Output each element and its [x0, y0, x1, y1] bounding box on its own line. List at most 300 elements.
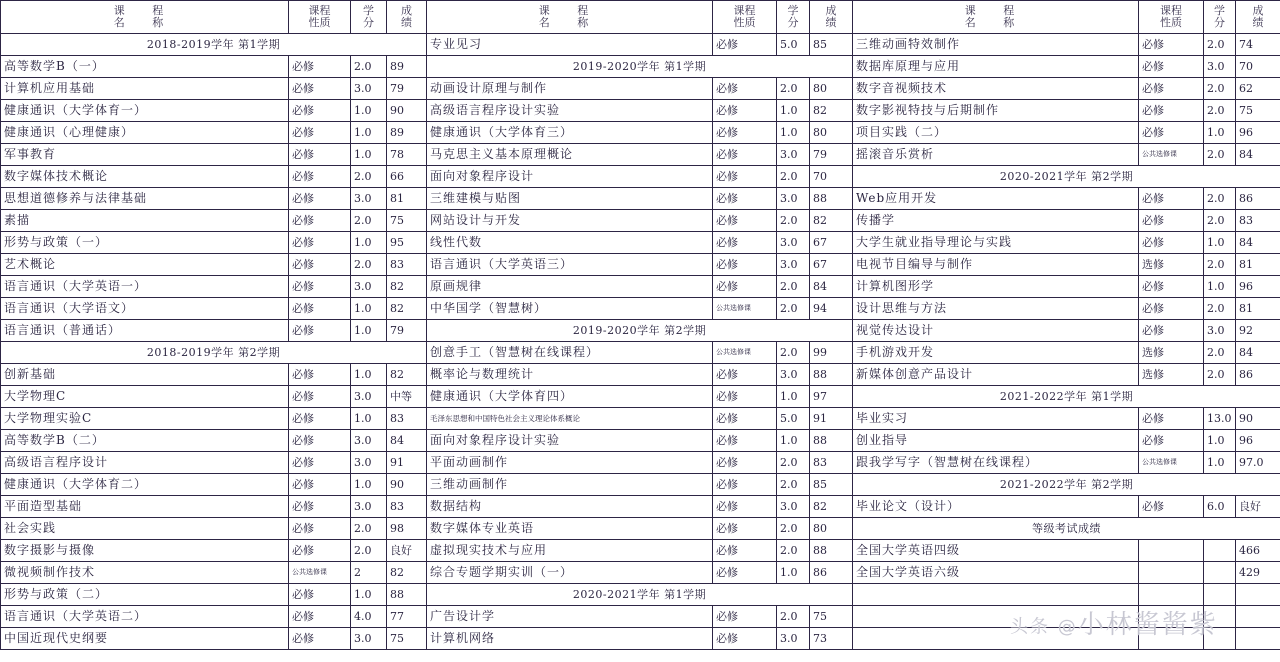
header-credit-line: 学	[1214, 4, 1225, 17]
course-credit: 3.0	[777, 232, 810, 254]
course-row	[1, 320, 427, 342]
course-nature: 必修	[289, 56, 351, 78]
empty-cell	[853, 628, 1139, 650]
course-nature: 必修	[289, 452, 351, 474]
course-row	[427, 210, 853, 232]
course-grade: 82	[387, 562, 427, 584]
course-grade: 91	[387, 452, 427, 474]
course-credit: 3.0	[351, 188, 387, 210]
course-row	[853, 496, 1280, 518]
course-row	[853, 34, 1280, 56]
course-name: 数字音视频技术	[853, 78, 1139, 100]
course-name: 语言通识（大学英语三）	[427, 254, 713, 276]
course-grade: 98	[387, 518, 427, 540]
course-nature: 必修	[713, 496, 777, 518]
course-grade: 82	[810, 100, 853, 122]
course-row	[853, 320, 1280, 342]
course-nature: 必修	[1139, 320, 1204, 342]
course-credit: 1.0	[351, 100, 387, 122]
course-credit: 3.0	[351, 430, 387, 452]
course-credit: 3.0	[351, 386, 387, 408]
course-credit: 2.0	[777, 606, 810, 628]
semester-label: 等级考试成绩	[853, 518, 1280, 540]
course-grade: 99	[810, 342, 853, 364]
course-nature: 必修	[289, 276, 351, 298]
course-row	[1, 562, 427, 584]
course-name: 广告设计学	[427, 606, 713, 628]
course-row	[1, 474, 427, 496]
course-credit: 1.0	[1204, 452, 1236, 474]
course-name: 全国大学英语六级	[853, 562, 1139, 584]
course-name: 语言通识（大学英语二）	[1, 606, 289, 628]
course-nature: 必修	[713, 122, 777, 144]
course-credit: 1.0	[1204, 276, 1236, 298]
course-name: 动画设计原理与制作	[427, 78, 713, 100]
course-credit: 2.0	[351, 254, 387, 276]
watermark-prefix: 头条 @	[1010, 616, 1078, 638]
header-grade-line: 成	[1252, 4, 1264, 17]
course-row	[853, 232, 1280, 254]
course-row	[1, 100, 427, 122]
course-grade: 83	[387, 408, 427, 430]
course-grade: 70	[810, 166, 853, 188]
course-row	[1, 584, 427, 606]
course-credit: 2.0	[1204, 364, 1236, 386]
course-row	[1, 232, 427, 254]
course-row	[1, 518, 427, 540]
course-nature: 必修	[289, 320, 351, 342]
course-nature: 必修	[713, 232, 777, 254]
header-course-name-line: 课 程	[964, 4, 1027, 17]
grade-table	[0, 0, 427, 650]
course-row	[1, 56, 427, 78]
course-nature: 必修	[289, 386, 351, 408]
course-name: 面向对象程序设计实验	[427, 430, 713, 452]
course-name: 数字影视特技与后期制作	[853, 100, 1139, 122]
course-nature: 必修	[713, 78, 777, 100]
course-credit: 2.0	[1204, 342, 1236, 364]
semester-header-row	[427, 584, 853, 606]
course-name: 语言通识（普通话）	[1, 320, 289, 342]
header-grade-line: 绩	[401, 16, 412, 29]
course-nature: 必修	[289, 606, 351, 628]
course-nature: 必修	[289, 408, 351, 430]
empty-cell	[1139, 606, 1204, 628]
header-credit	[1204, 1, 1236, 34]
course-row	[1, 298, 427, 320]
course-name: 形势与政策（二）	[1, 584, 289, 606]
course-name: 社会实践	[1, 518, 289, 540]
header-credit-line: 学	[363, 4, 374, 17]
course-nature	[1139, 540, 1204, 562]
course-credit: 1.0	[351, 364, 387, 386]
course-name: 全国大学英语四级	[853, 540, 1139, 562]
course-name: 创业指导	[853, 430, 1139, 452]
course-name: 数据库原理与应用	[853, 56, 1139, 78]
header-course-nature-line: 课程	[1160, 4, 1182, 17]
course-name: 语言通识（大学英语一）	[1, 276, 289, 298]
header-grade	[387, 1, 427, 34]
course-grade: 81	[1236, 298, 1280, 320]
header-course-name	[427, 1, 713, 34]
course-nature: 必修	[1139, 34, 1204, 56]
course-row	[427, 474, 853, 496]
course-nature: 必修	[713, 254, 777, 276]
semester-label: 2020-2021学年 第2学期	[853, 166, 1280, 188]
course-credit: 1.0	[1204, 232, 1236, 254]
course-nature: 必修	[1139, 122, 1204, 144]
course-credit: 5.0	[777, 34, 810, 56]
course-name: 跟我学写字（智慧树在线课程）	[853, 452, 1139, 474]
course-grade: 91	[810, 408, 853, 430]
semester-header-row	[853, 386, 1280, 408]
course-row	[853, 562, 1280, 584]
header-credit	[351, 1, 387, 34]
course-credit: 2.0	[351, 210, 387, 232]
course-credit: 2.0	[1204, 188, 1236, 210]
course-nature: 必修	[289, 188, 351, 210]
empty-cell	[1236, 628, 1280, 650]
course-grade: 84	[1236, 232, 1280, 254]
course-row	[427, 496, 853, 518]
course-nature: 必修	[713, 562, 777, 584]
course-row	[427, 540, 853, 562]
course-credit: 2.0	[777, 298, 810, 320]
course-credit: 2.0	[777, 540, 810, 562]
transcript-column-2	[426, 0, 852, 662]
course-name: 毕业论文（设计）	[853, 496, 1139, 518]
course-nature: 必修	[713, 628, 777, 650]
course-name: 思想道德修养与法律基础	[1, 188, 289, 210]
course-name: 数据结构	[427, 496, 713, 518]
course-grade: 83	[387, 254, 427, 276]
course-name: 视觉传达设计	[853, 320, 1139, 342]
empty-cell	[1204, 606, 1236, 628]
course-credit: 2.0	[351, 166, 387, 188]
course-grade: 88	[810, 430, 853, 452]
course-credit: 2	[351, 562, 387, 584]
header-credit-line: 分	[363, 16, 374, 29]
course-row	[853, 540, 1280, 562]
course-row	[427, 518, 853, 540]
course-grade: 78	[387, 144, 427, 166]
course-grade: 中等	[387, 386, 427, 408]
course-row	[427, 562, 853, 584]
semester-label: 2021-2022学年 第1学期	[853, 386, 1280, 408]
course-nature: 必修	[289, 540, 351, 562]
course-nature: 必修	[713, 408, 777, 430]
course-credit: 1.0	[777, 386, 810, 408]
course-credit: 2.0	[1204, 298, 1236, 320]
course-row	[1, 122, 427, 144]
semester-label: 2020-2021学年 第1学期	[427, 584, 853, 606]
course-nature: 必修	[289, 122, 351, 144]
course-nature: 必修	[289, 166, 351, 188]
semester-header-row	[853, 166, 1280, 188]
course-grade: 429	[1236, 562, 1280, 584]
semester-header-row	[853, 518, 1280, 540]
semester-label: 2018-2019学年 第1学期	[1, 34, 427, 56]
course-row	[427, 386, 853, 408]
course-credit: 2.0	[351, 518, 387, 540]
course-credit: 1.0	[777, 562, 810, 584]
course-grade: 83	[387, 496, 427, 518]
course-grade: 90	[387, 474, 427, 496]
course-credit: 3.0	[777, 496, 810, 518]
course-row	[853, 254, 1280, 276]
course-name: 三维动画特效制作	[853, 34, 1139, 56]
course-row	[853, 78, 1280, 100]
course-name: 健康通识（大学体育四）	[427, 386, 713, 408]
course-grade: 83	[1236, 210, 1280, 232]
course-nature: 必修	[713, 606, 777, 628]
course-nature: 必修	[289, 232, 351, 254]
header-course-name-line: 名 称	[113, 16, 176, 29]
course-name: 电视节目编导与制作	[853, 254, 1139, 276]
course-grade: 90	[387, 100, 427, 122]
course-grade: 86	[810, 562, 853, 584]
header-grade-line: 成	[825, 4, 837, 17]
course-nature: 必修	[289, 210, 351, 232]
empty-cell	[1139, 628, 1204, 650]
course-name: 三维建模与贴图	[427, 188, 713, 210]
course-name: 大学生就业指导理论与实践	[853, 232, 1139, 254]
course-nature: 必修	[713, 144, 777, 166]
course-row	[1, 254, 427, 276]
course-credit: 1.0	[351, 122, 387, 144]
course-grade: 80	[810, 122, 853, 144]
course-name: 健康通识（心理健康）	[1, 122, 289, 144]
course-grade: 80	[810, 518, 853, 540]
course-row	[427, 408, 853, 430]
course-nature: 必修	[1139, 100, 1204, 122]
course-name: 计算机图形学	[853, 276, 1139, 298]
course-grade: 97	[810, 386, 853, 408]
course-credit: 1.0	[351, 584, 387, 606]
course-name: 大学物理C	[1, 386, 289, 408]
course-credit: 3.0	[777, 144, 810, 166]
header-credit	[777, 1, 810, 34]
course-nature: 必修	[289, 474, 351, 496]
course-name: Web应用开发	[853, 188, 1139, 210]
course-row	[427, 232, 853, 254]
header-course-nature	[713, 1, 777, 34]
course-grade: 85	[810, 474, 853, 496]
course-credit: 2.0	[1204, 100, 1236, 122]
course-row	[1, 628, 427, 650]
course-credit: 5.0	[777, 408, 810, 430]
table-header-row	[853, 1, 1280, 34]
course-grade: 92	[1236, 320, 1280, 342]
header-credit-line: 分	[787, 16, 799, 29]
course-credit: 2.0	[1204, 144, 1236, 166]
course-name: 网站设计与开发	[427, 210, 713, 232]
course-credit: 3.0	[351, 452, 387, 474]
header-course-name-line: 名 称	[538, 16, 601, 29]
semester-header-row	[427, 320, 853, 342]
course-name: 军事教育	[1, 144, 289, 166]
course-row	[853, 122, 1280, 144]
header-credit-line: 学	[787, 4, 799, 17]
semester-header-row	[1, 34, 427, 56]
course-name: 中华国学（智慧树）	[427, 298, 713, 320]
course-name: 数字媒体专业英语	[427, 518, 713, 540]
course-nature: 必修	[1139, 56, 1204, 78]
course-name: 素描	[1, 210, 289, 232]
grade-table	[426, 0, 853, 650]
course-name: 设计思维与方法	[853, 298, 1139, 320]
course-nature: 必修	[713, 364, 777, 386]
course-credit: 2.0	[777, 276, 810, 298]
course-name: 虚拟现实技术与应用	[427, 540, 713, 562]
course-grade: 75	[810, 606, 853, 628]
watermark-text: 小林酱酱紫	[1077, 610, 1218, 640]
course-grade: 89	[387, 56, 427, 78]
course-credit: 2.0	[777, 342, 810, 364]
course-grade: 70	[1236, 56, 1280, 78]
course-credit: 6.0	[1204, 496, 1236, 518]
course-name: 专业见习	[427, 34, 713, 56]
course-grade: 74	[1236, 34, 1280, 56]
course-nature: 必修	[1139, 210, 1204, 232]
course-nature: 必修	[1139, 496, 1204, 518]
header-course-name-line: 课 程	[113, 4, 176, 17]
course-credit	[1204, 540, 1236, 562]
course-grade: 86	[1236, 364, 1280, 386]
header-course-nature-line: 性质	[308, 16, 331, 29]
course-grade: 96	[1236, 276, 1280, 298]
course-row	[1, 144, 427, 166]
course-name: 项目实践（二）	[853, 122, 1139, 144]
course-row	[427, 188, 853, 210]
course-name: 高级语言程序设计	[1, 452, 289, 474]
course-nature: 必修	[713, 430, 777, 452]
course-grade: 96	[1236, 122, 1280, 144]
course-grade: 66	[387, 166, 427, 188]
course-grade: 62	[1236, 78, 1280, 100]
course-name: 计算机应用基础	[1, 78, 289, 100]
course-nature: 必修	[289, 430, 351, 452]
header-credit-line: 分	[1214, 16, 1225, 29]
course-row	[1, 364, 427, 386]
course-nature: 必修	[713, 474, 777, 496]
course-row	[853, 210, 1280, 232]
course-grade: 73	[810, 628, 853, 650]
course-grade: 95	[387, 232, 427, 254]
course-credit: 1.0	[351, 144, 387, 166]
course-nature: 必修	[1139, 408, 1204, 430]
course-row	[427, 606, 853, 628]
course-grade: 84	[1236, 342, 1280, 364]
course-row	[853, 342, 1280, 364]
course-name: 平面造型基础	[1, 496, 289, 518]
course-grade: 82	[387, 364, 427, 386]
course-grade: 96	[1236, 430, 1280, 452]
course-credit: 1.0	[1204, 122, 1236, 144]
course-name: 微视频制作技术	[1, 562, 289, 584]
header-course-name	[1, 1, 289, 34]
course-name: 健康通识（大学体育三）	[427, 122, 713, 144]
course-nature: 必修	[289, 100, 351, 122]
header-course-name	[853, 1, 1139, 34]
course-grade: 82	[387, 298, 427, 320]
empty-cell	[853, 606, 1139, 628]
course-row	[427, 342, 853, 364]
course-grade: 82	[387, 276, 427, 298]
course-nature: 必修	[289, 628, 351, 650]
empty-cell	[1236, 606, 1280, 628]
course-name: 毛泽东思想和中国特色社会主义理论体系概论	[427, 408, 713, 430]
course-credit: 2.0	[777, 474, 810, 496]
course-nature: 必修	[713, 188, 777, 210]
course-credit: 3.0	[1204, 320, 1236, 342]
course-grade: 88	[387, 584, 427, 606]
course-name: 线性代数	[427, 232, 713, 254]
course-row	[427, 276, 853, 298]
course-nature: 必修	[289, 496, 351, 518]
course-grade: 84	[387, 430, 427, 452]
course-nature: 必修	[713, 34, 777, 56]
course-grade: 良好	[1236, 496, 1280, 518]
course-nature: 必修	[713, 386, 777, 408]
course-name: 三维动画制作	[427, 474, 713, 496]
table-header-row	[1, 1, 427, 34]
course-name: 马克思主义基本原理概论	[427, 144, 713, 166]
semester-header-row	[427, 56, 853, 78]
header-grade-line: 绩	[825, 16, 837, 29]
course-grade: 75	[387, 628, 427, 650]
course-row	[427, 298, 853, 320]
course-nature: 公共选修课	[713, 342, 777, 364]
course-row	[1, 78, 427, 100]
course-credit: 2.0	[1204, 210, 1236, 232]
header-grade	[810, 1, 853, 34]
course-grade: 79	[387, 78, 427, 100]
course-grade: 90	[1236, 408, 1280, 430]
course-name: 摇滚音乐赏析	[853, 144, 1139, 166]
course-nature: 必修	[1139, 232, 1204, 254]
course-nature: 必修	[289, 78, 351, 100]
course-name: 手机游戏开发	[853, 342, 1139, 364]
course-grade: 466	[1236, 540, 1280, 562]
course-credit: 2.0	[777, 518, 810, 540]
course-nature	[1139, 562, 1204, 584]
course-credit: 2.0	[777, 452, 810, 474]
course-row	[1, 606, 427, 628]
course-grade: 80	[810, 78, 853, 100]
course-name: 面向对象程序设计	[427, 166, 713, 188]
course-row	[853, 364, 1280, 386]
course-name: 综合专题学期实训（一）	[427, 562, 713, 584]
course-name: 高级语言程序设计实验	[427, 100, 713, 122]
semester-label: 2018-2019学年 第2学期	[1, 342, 427, 364]
course-row	[427, 122, 853, 144]
course-grade: 67	[810, 232, 853, 254]
header-course-nature	[1139, 1, 1204, 34]
course-row	[1, 430, 427, 452]
empty-cell	[1204, 628, 1236, 650]
course-nature: 必修	[713, 210, 777, 232]
course-nature: 必修	[289, 254, 351, 276]
course-credit	[1204, 562, 1236, 584]
course-row	[1, 496, 427, 518]
course-grade: 良好	[387, 540, 427, 562]
course-credit: 1.0	[777, 430, 810, 452]
transcript-column-3	[852, 0, 1280, 662]
course-name: 形势与政策（一）	[1, 232, 289, 254]
course-name: 新媒体创意产品设计	[853, 364, 1139, 386]
empty-cell	[853, 584, 1139, 606]
